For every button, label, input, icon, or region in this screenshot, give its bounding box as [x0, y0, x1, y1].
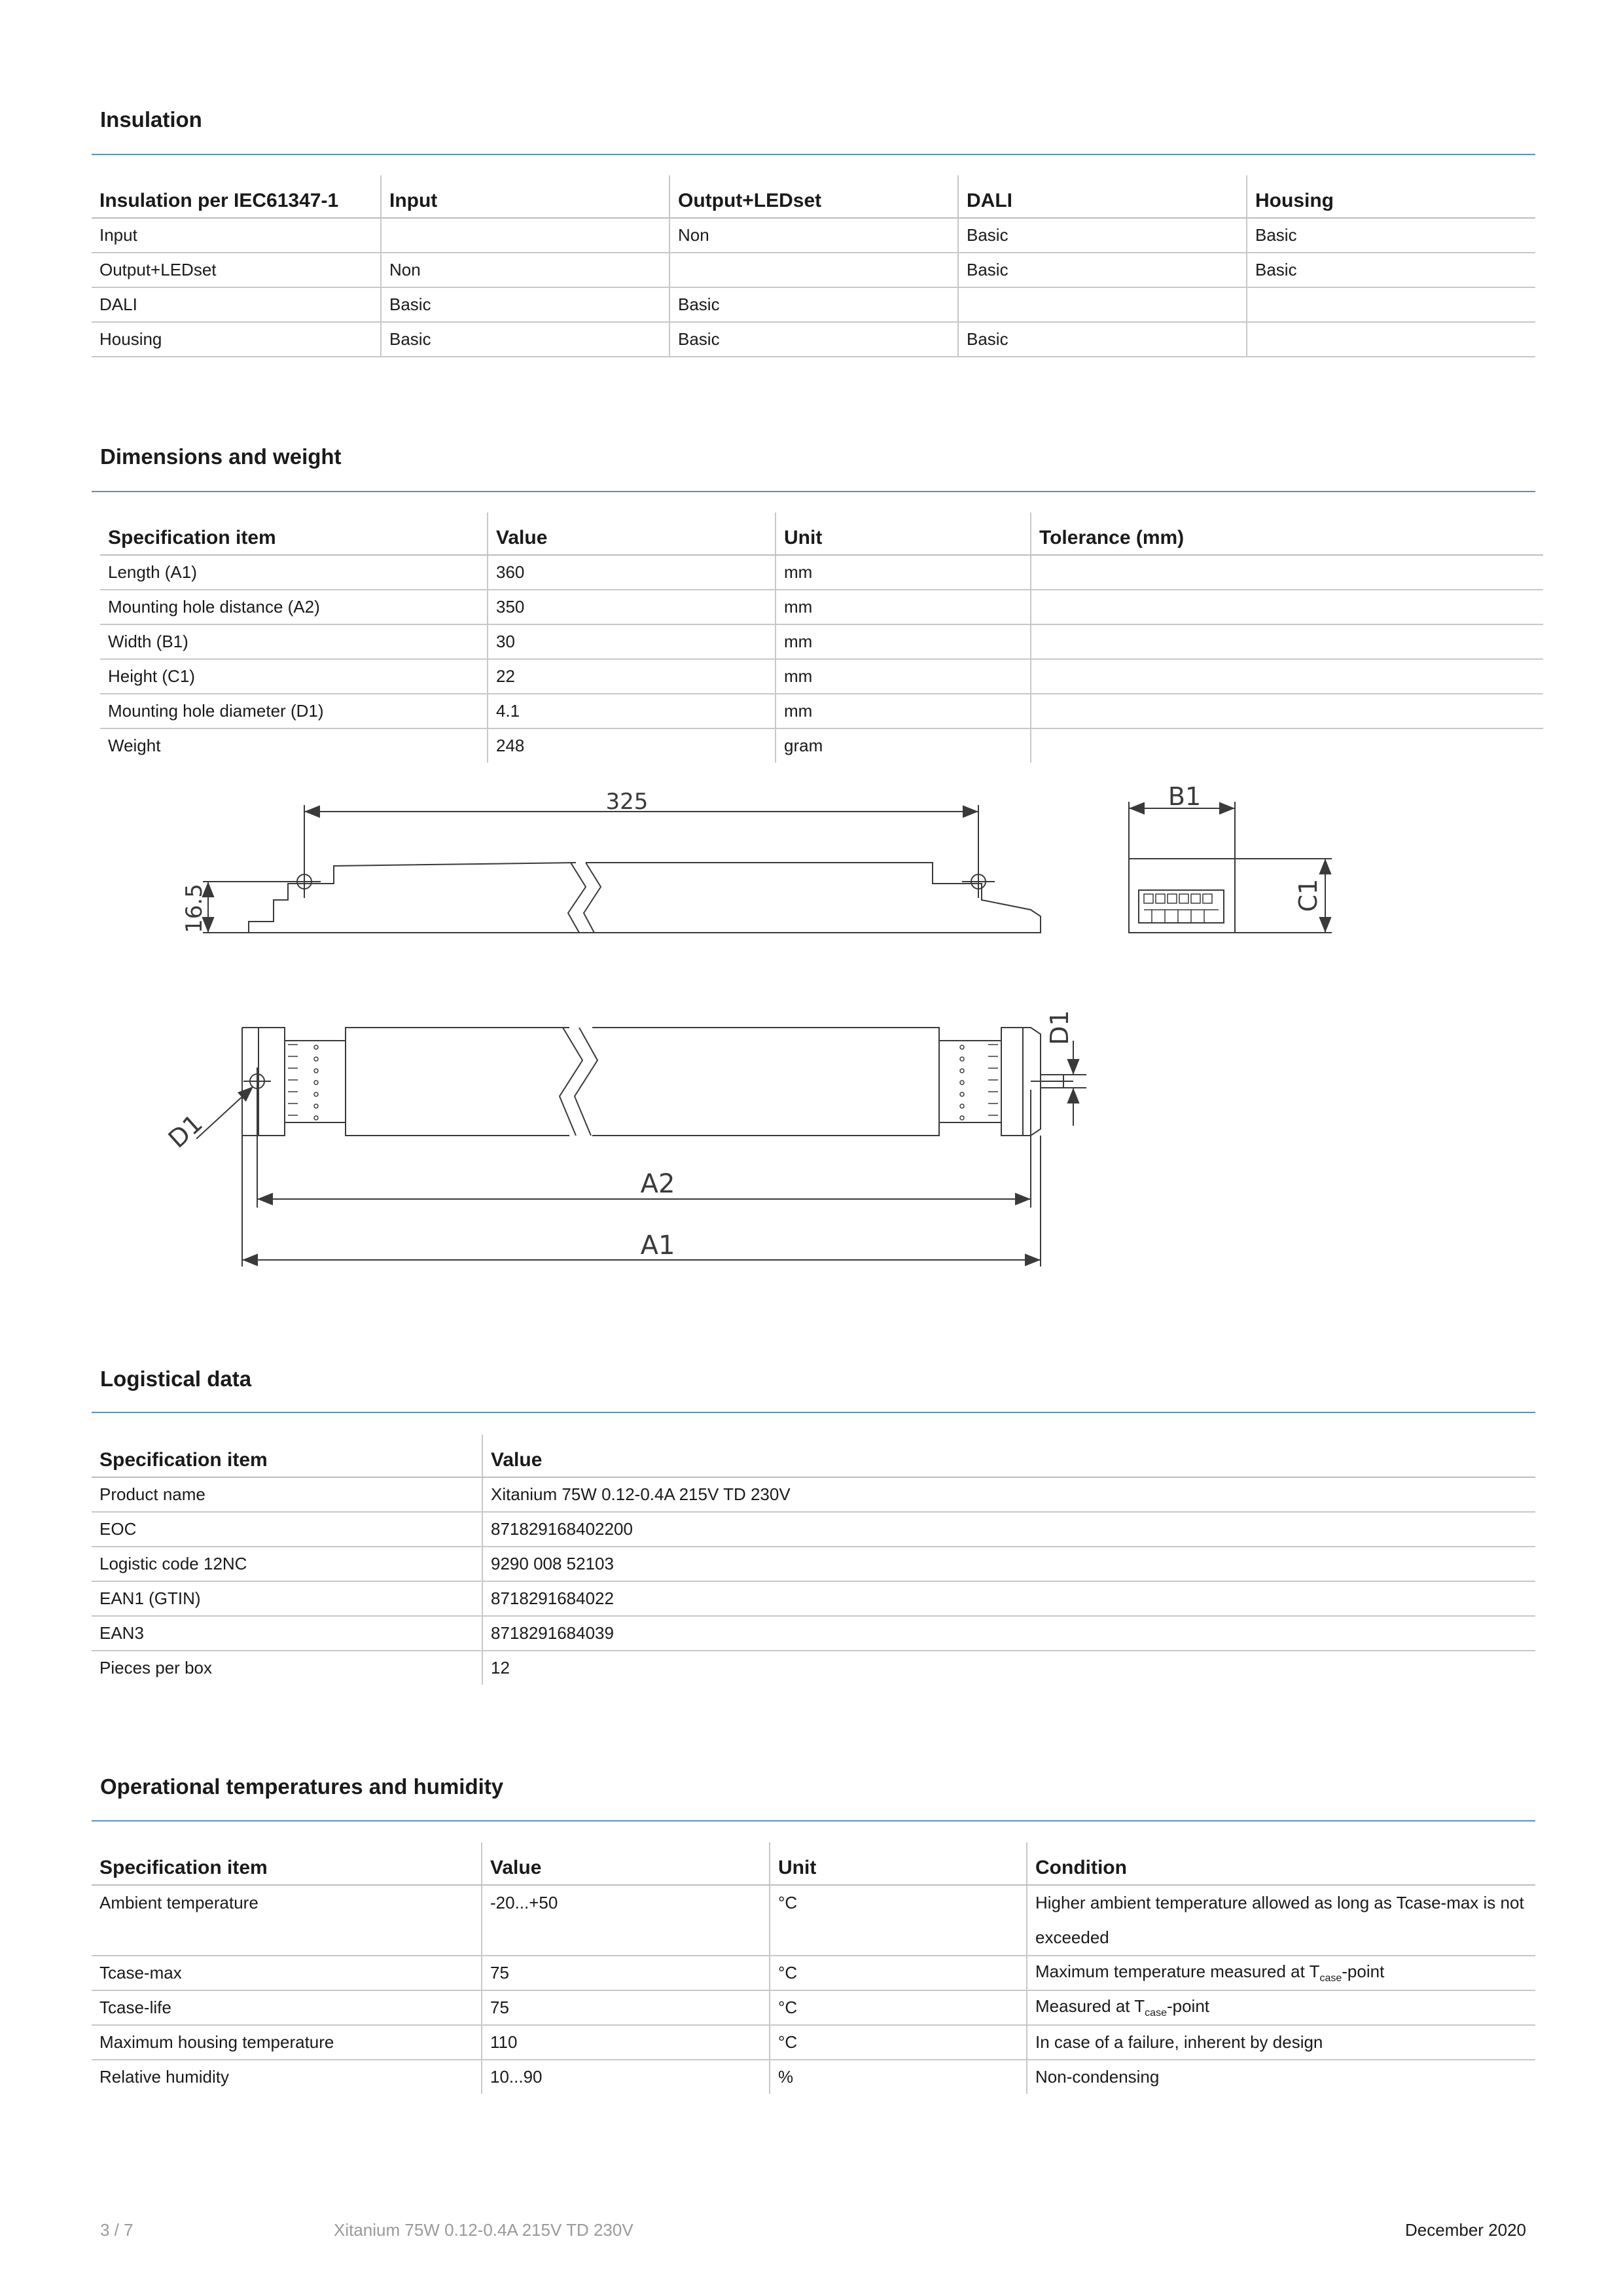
table-cell: mm — [776, 555, 1031, 590]
dim-325-label: 325 — [605, 789, 649, 815]
table-cell: 75 — [482, 1990, 770, 2025]
column-header: Value — [488, 512, 776, 555]
table-cell: Height (C1) — [100, 659, 488, 694]
table-cell: 871829168402200 — [482, 1512, 1535, 1547]
column-header: Insulation per IEC61347-1 — [92, 175, 381, 218]
condition-text: -point — [1166, 1996, 1210, 2016]
table-row — [92, 1581, 1535, 1616]
table-cell: EOC — [92, 1512, 482, 1547]
table-cell: 8718291684022 — [482, 1581, 1535, 1616]
table-cell: Basic — [1247, 253, 1535, 287]
table-row — [92, 2060, 1535, 2094]
table-cell: EAN3 — [92, 1616, 482, 1651]
table-cell: 12 — [482, 1651, 1535, 1685]
table-row — [92, 1651, 1535, 1685]
column-header: Value — [482, 1435, 1535, 1477]
table-cell: In case of a failure, inherent by design — [1027, 2025, 1535, 2060]
table-cell: Product name — [92, 1477, 482, 1512]
condition-text: Measured at T — [1035, 1996, 1145, 2016]
condition-text: Maximum temperature measured at T — [1035, 1961, 1320, 1981]
table-row — [92, 1512, 1535, 1547]
table-cell — [1027, 1990, 1535, 2025]
table-cell: gram — [776, 728, 1031, 762]
table-cell: Width (B1) — [100, 624, 488, 659]
table-row — [92, 1885, 1535, 1956]
table-cell: Ambient temperature — [92, 1885, 482, 1956]
table-row — [92, 1616, 1535, 1651]
table-cell: °C — [770, 1990, 1027, 2025]
table-row — [92, 1477, 1535, 1512]
table-cell: 75 — [482, 1956, 770, 1990]
table-cell: Housing — [92, 322, 381, 357]
column-header: Specification item — [92, 1435, 482, 1477]
dim-c1-label: C1 — [1294, 878, 1323, 912]
column-header: Condition — [1027, 1842, 1535, 1885]
table-cell: Logistic code 12NC — [92, 1547, 482, 1581]
subscript: case — [1145, 2007, 1167, 2019]
dim-d1-right-label: D1 — [1045, 1010, 1074, 1045]
dim-d1-left-label: D1 — [162, 1109, 208, 1154]
table-cell: Weight — [108, 736, 161, 755]
table-cell: Length (A1) — [100, 555, 488, 590]
table-cell: mm — [776, 659, 1031, 694]
table-cell: Tcase-max — [92, 1956, 482, 1990]
column-header: DALI — [958, 175, 1247, 218]
column-header: Specification item — [92, 1842, 482, 1885]
table-cell: Mounting hole distance (A2) — [100, 590, 488, 624]
table-cell: 110 — [482, 2025, 770, 2060]
table-row — [92, 2025, 1535, 2060]
dim-a1-label: A1 — [640, 1230, 675, 1261]
table-row — [92, 1990, 1535, 2025]
table-cell: Pieces per box — [99, 1658, 212, 1677]
logistical-table — [92, 1435, 1535, 1685]
dim-a2-label: A2 — [640, 1169, 675, 1199]
table-cell: Tcase-life — [92, 1990, 482, 2025]
table-cell: Higher ambient temperature allowed as long as Tcase-max is not exceeded — [1027, 1885, 1535, 1956]
dim-b1-label: B1 — [1168, 782, 1202, 811]
insulation-title: Insulation — [100, 107, 202, 132]
table-cell: Basic — [958, 253, 1247, 287]
table-cell: DALI — [92, 287, 381, 322]
end-view — [1129, 802, 1332, 933]
table-cell: Basic — [669, 322, 958, 357]
table-cell: Basic — [958, 218, 1247, 253]
logistical-rule — [92, 1412, 1535, 1413]
table-cell: Basic — [958, 322, 1247, 357]
table-cell: EAN1 (GTIN) — [92, 1581, 482, 1616]
table-cell: Input — [92, 218, 381, 253]
table-cell: °C — [770, 1956, 1027, 1990]
table-cell: mm — [776, 694, 1031, 728]
table-cell: Basic — [381, 322, 669, 357]
column-header: Input — [381, 175, 669, 218]
table-cell: Basic — [1247, 218, 1535, 253]
column-header: Housing — [1247, 175, 1535, 218]
table-header-row — [92, 1842, 1535, 1885]
column-header: Tolerance (mm) — [1031, 512, 1543, 555]
logistical-title: Logistical data — [100, 1367, 252, 1391]
table-row — [92, 1956, 1535, 1990]
column-header: Value — [482, 1842, 770, 1885]
table-cell: % — [770, 2060, 1027, 2094]
table-cell: Xitanium 75W 0.12-0.4A 215V TD 230V — [482, 1477, 1535, 1512]
table-cell: Basic — [669, 287, 958, 322]
table-cell: Maximum housing temperature — [92, 2025, 482, 2060]
side-view — [203, 805, 1041, 933]
table-cell: °C — [770, 1885, 1027, 1956]
table-cell: 248 — [488, 728, 776, 762]
footer-date: December 2020 — [1405, 2220, 1526, 2240]
table-cell: 10...90 — [482, 2060, 770, 2094]
table-cell: 9290 008 52103 — [482, 1547, 1535, 1581]
table-cell: 360 — [488, 555, 776, 590]
table-cell: 350 — [488, 590, 776, 624]
table-row — [92, 1547, 1535, 1581]
subscript: case — [1319, 1973, 1342, 1984]
dimensions-title: Dimensions and weight — [100, 444, 342, 469]
table-cell: Basic — [381, 287, 669, 322]
column-header: Unit — [776, 512, 1031, 555]
operational-title: Operational temperatures and humidity — [100, 1774, 504, 1799]
table-cell: mm — [776, 624, 1031, 659]
footer-page-number: 3 / 7 — [100, 2220, 134, 2240]
footer-product-name: Xitanium 75W 0.12-0.4A 215V TD 230V — [334, 2220, 633, 2240]
table-cell: mm — [776, 590, 1031, 624]
condition-text: -point — [1342, 1961, 1385, 1981]
table-cell: 4.1 — [488, 694, 776, 728]
table-cell: Mounting hole diameter (D1) — [100, 694, 488, 728]
table-cell: 30 — [488, 624, 776, 659]
table-cell: Non — [669, 218, 958, 253]
column-header: Specification item — [100, 512, 488, 555]
table-cell: Non — [381, 253, 669, 287]
column-header: Unit — [770, 1842, 1027, 1885]
table-cell: 8718291684039 — [482, 1616, 1535, 1651]
table-header-row — [92, 1435, 1535, 1477]
table-cell: °C — [770, 2025, 1027, 2060]
table-cell: 22 — [488, 659, 776, 694]
table-cell — [1027, 1956, 1535, 1990]
dim-16-5-label: 16.5 — [181, 884, 207, 933]
table-cell: Relative humidity — [99, 2067, 229, 2087]
table-cell: -20...+50 — [482, 1885, 770, 1956]
column-header: Output+LEDset — [669, 175, 958, 218]
table-cell: Output+LEDset — [92, 253, 381, 287]
operational-table — [92, 1842, 1535, 2094]
operational-rule — [92, 1820, 1535, 1821]
table-cell: Non-condensing — [1027, 2060, 1535, 2094]
